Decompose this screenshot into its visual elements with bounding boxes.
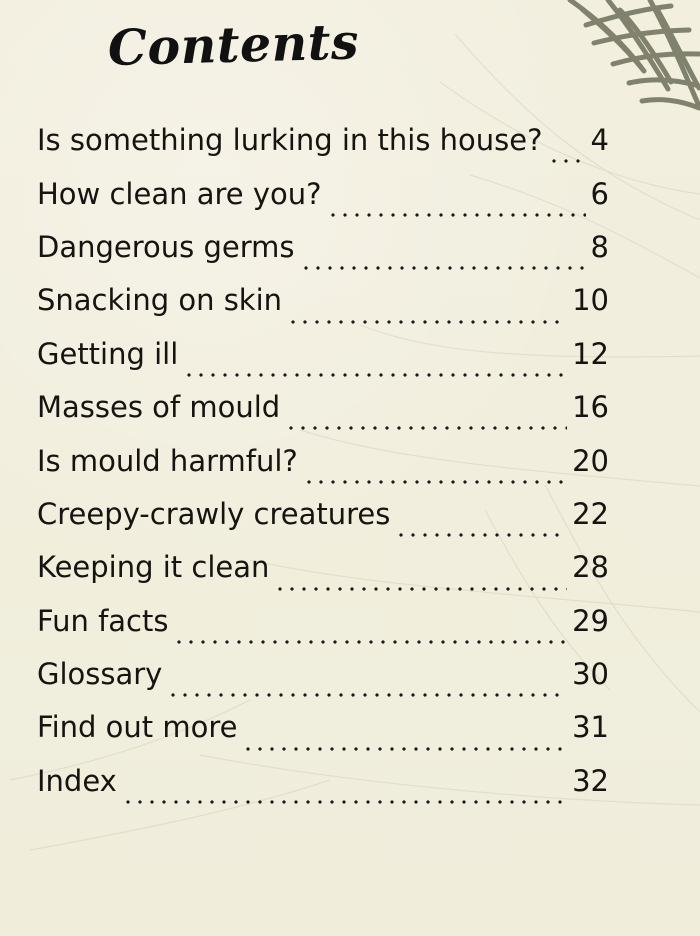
toc-page-number: 32	[572, 763, 609, 798]
toc-page-number: 4	[590, 123, 609, 158]
toc-entry-title: Creepy-crawly creatures	[37, 496, 391, 531]
dot-leader	[183, 361, 567, 381]
toc-entry-title: Is something lurking in this house?	[37, 123, 543, 158]
toc-entry-title: Getting ill	[37, 336, 179, 371]
toc-page-number: 29	[572, 603, 609, 638]
toc-entry	[37, 488, 609, 541]
dot-leader	[327, 201, 586, 221]
toc-entry-title: Masses of mould	[37, 390, 281, 425]
dot-leader	[548, 147, 586, 167]
toc-page-number: 12	[572, 336, 609, 371]
toc-entry-title: Find out more	[37, 710, 238, 745]
toc-entry	[37, 114, 609, 167]
toc-entry	[37, 595, 609, 648]
toc-entry	[37, 274, 609, 327]
toc-entry	[37, 755, 609, 808]
toc-entry-title: Snacking on skin	[37, 283, 283, 318]
toc-entry-title: Glossary	[37, 657, 163, 692]
toc-entry-title: Is mould harmful?	[37, 443, 298, 478]
dot-leader	[173, 628, 567, 648]
dot-leader	[303, 468, 567, 488]
toc-entry	[37, 381, 609, 434]
toc-entry	[37, 541, 609, 594]
toc-entry-title: Keeping it clean	[37, 550, 270, 585]
toc-page-number: 8	[590, 229, 609, 264]
dot-leader	[167, 681, 567, 701]
toc-entry	[37, 221, 609, 274]
dot-leader	[395, 521, 567, 541]
toc-entry	[37, 648, 609, 701]
table-of-contents	[37, 114, 609, 808]
toc-page-number: 20	[572, 443, 609, 478]
dot-leader	[285, 414, 567, 434]
toc-entry	[37, 701, 609, 754]
toc-page-number: 10	[572, 283, 609, 318]
dot-leader	[274, 575, 567, 595]
toc-page-number: 28	[572, 550, 609, 585]
toc-entry-title: Fun facts	[37, 603, 169, 638]
dot-leader	[122, 788, 567, 808]
dot-leader	[242, 735, 567, 755]
toc-page-number: 30	[572, 657, 609, 692]
toc-entry	[37, 328, 609, 381]
toc-entry	[37, 434, 609, 487]
toc-page-number: 31	[572, 710, 609, 745]
dot-leader	[287, 308, 567, 328]
toc-entry-title: Dangerous germs	[37, 229, 295, 264]
toc-entry	[37, 167, 609, 220]
toc-entry-title: How clean are you?	[37, 176, 322, 211]
toc-page-number: 16	[572, 390, 609, 425]
toc-page-number: 6	[590, 176, 609, 211]
page-title: Contents	[107, 12, 360, 77]
dot-leader	[300, 254, 586, 274]
toc-entry-title: Index	[37, 763, 117, 798]
toc-page-number: 22	[572, 496, 609, 531]
